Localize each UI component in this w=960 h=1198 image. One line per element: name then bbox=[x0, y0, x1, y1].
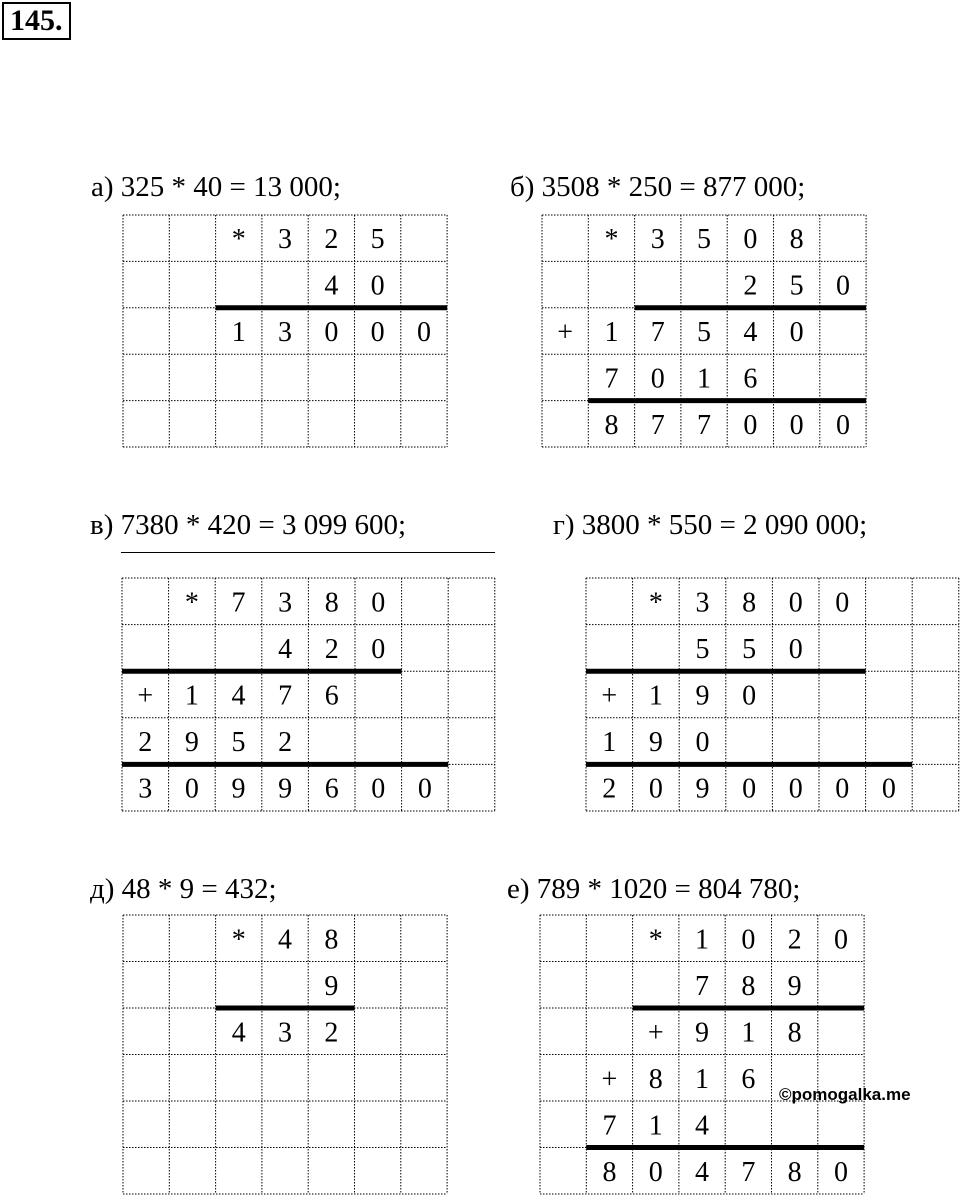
digit-cell: 3 bbox=[650, 224, 665, 256]
multiply-sign: * bbox=[184, 587, 199, 619]
digit-cell: 1 bbox=[184, 680, 199, 712]
digit-cell: 1 bbox=[695, 924, 710, 956]
digit-cell: 2 bbox=[743, 270, 758, 302]
digit-cell: 0 bbox=[789, 317, 804, 348]
digit-cell: 0 bbox=[695, 727, 710, 759]
multiply-sign: * bbox=[231, 924, 246, 956]
digit-cell: 0 bbox=[417, 773, 432, 805]
digit-cell: 4 bbox=[231, 1017, 246, 1049]
digit-cell: 1 bbox=[602, 727, 617, 759]
digit-cell: 5 bbox=[231, 727, 246, 759]
digit-cell: 9 bbox=[695, 1017, 710, 1049]
digit-cell: 7 bbox=[697, 409, 712, 441]
digit-cell: 1 bbox=[231, 317, 246, 348]
digit-cell: 5 bbox=[789, 270, 804, 302]
digit-cell: 0 bbox=[371, 587, 386, 619]
digit-cell: 3 bbox=[278, 224, 293, 256]
grid-g bbox=[586, 578, 959, 811]
digit-cell: 9 bbox=[695, 773, 710, 805]
plus-sign: + bbox=[137, 680, 154, 712]
grid-b bbox=[542, 215, 866, 447]
digit-cell: 2 bbox=[278, 727, 293, 759]
digit-cell: 8 bbox=[789, 224, 804, 256]
digit-cell: 0 bbox=[833, 924, 848, 956]
grid-a bbox=[123, 215, 447, 447]
watermark: ©pomogalka.me bbox=[779, 1085, 911, 1104]
digit-cell: 8 bbox=[324, 587, 339, 619]
digit-cell: 1 bbox=[697, 363, 712, 395]
digit-cell: 6 bbox=[324, 680, 339, 712]
digit-cell: 8 bbox=[787, 1156, 802, 1188]
digit-cell: 9 bbox=[648, 727, 663, 759]
multiply-sign: * bbox=[604, 224, 619, 256]
digit-cell: 4 bbox=[278, 924, 293, 956]
digit-cell: 0 bbox=[742, 680, 757, 712]
digit-cell: 0 bbox=[835, 409, 850, 441]
equation-d: д) 48 * 9 = 432; bbox=[90, 873, 277, 905]
digit-cell: 8 bbox=[324, 924, 339, 956]
digit-cell: 8 bbox=[742, 587, 757, 619]
digit-cell: 4 bbox=[743, 317, 758, 348]
digit-cell: 0 bbox=[789, 409, 804, 441]
digit-cell: 6 bbox=[743, 363, 758, 395]
digit-cell: 8 bbox=[602, 1156, 617, 1188]
equation-a: а) 325 * 40 = 13 000; bbox=[91, 171, 341, 203]
digit-cell: 5 bbox=[695, 633, 710, 665]
digit-cell: 1 bbox=[648, 1110, 663, 1142]
digit-cell: 1 bbox=[695, 1063, 710, 1095]
digit-cell: 3 bbox=[278, 317, 293, 348]
digit-cell: 5 bbox=[697, 224, 712, 256]
digit-cell: 8 bbox=[787, 1017, 802, 1049]
equation-g: г) 3800 * 550 = 2 090 000; bbox=[553, 509, 868, 541]
digit-cell: 3 bbox=[278, 587, 293, 619]
digit-cell: 1 bbox=[648, 680, 663, 712]
digit-cell: 7 bbox=[231, 587, 246, 619]
digit-cell: 0 bbox=[371, 633, 386, 665]
digit-cell: 0 bbox=[371, 773, 386, 805]
digit-cell: 0 bbox=[648, 773, 663, 805]
digit-cell: 7 bbox=[741, 1156, 756, 1188]
digit-cell: 0 bbox=[370, 270, 385, 302]
digit-cell: 0 bbox=[742, 773, 757, 805]
digit-cell: 1 bbox=[741, 1017, 756, 1049]
digit-cell: 0 bbox=[370, 317, 385, 348]
grid-d bbox=[123, 915, 447, 1194]
digit-cell: 0 bbox=[650, 363, 665, 395]
digit-cell: 3 bbox=[278, 1017, 293, 1049]
digit-cell: 4 bbox=[278, 633, 293, 665]
grid-e bbox=[540, 915, 864, 1194]
digit-cell: 0 bbox=[184, 773, 199, 805]
multiply-sign: * bbox=[231, 224, 246, 256]
digit-cell: 2 bbox=[787, 924, 802, 956]
digit-cell: 7 bbox=[650, 409, 665, 441]
plus-sign: + bbox=[601, 1063, 618, 1095]
digit-cell: 7 bbox=[695, 970, 710, 1002]
digit-cell: 5 bbox=[697, 317, 712, 348]
digit-cell: 9 bbox=[278, 773, 293, 805]
digit-cell: 7 bbox=[602, 1110, 617, 1142]
equation-e: е) 789 * 1020 = 804 780; bbox=[507, 873, 801, 905]
digit-cell: 2 bbox=[324, 224, 339, 256]
digit-cell: 6 bbox=[324, 773, 339, 805]
digit-cell: 0 bbox=[835, 270, 850, 302]
digit-cell: 9 bbox=[787, 970, 802, 1002]
digit-cell: 0 bbox=[741, 924, 756, 956]
digit-cell: 4 bbox=[695, 1156, 710, 1188]
grid-v bbox=[122, 578, 495, 811]
digit-cell: 8 bbox=[741, 970, 756, 1002]
multiply-sign: * bbox=[648, 924, 663, 956]
digit-cell: 0 bbox=[835, 773, 850, 805]
multiply-sign: * bbox=[648, 587, 663, 619]
digit-cell: 0 bbox=[743, 224, 758, 256]
digit-cell: 7 bbox=[650, 317, 665, 348]
digit-cell: 3 bbox=[138, 773, 153, 805]
digit-cell: 5 bbox=[742, 633, 757, 665]
digit-cell: 4 bbox=[695, 1110, 710, 1142]
task-number: 145. bbox=[2, 2, 71, 40]
plus-sign: + bbox=[557, 317, 574, 348]
equation-v: в) 7380 * 420 = 3 099 600; bbox=[90, 509, 407, 541]
digit-cell: 0 bbox=[648, 1156, 663, 1188]
digit-cell: 4 bbox=[324, 270, 339, 302]
digit-cell: 6 bbox=[741, 1063, 756, 1095]
digit-cell: 0 bbox=[881, 773, 896, 805]
digit-cell: 0 bbox=[416, 317, 431, 348]
digit-cell: 2 bbox=[138, 727, 153, 759]
digit-cell: 8 bbox=[648, 1063, 663, 1095]
digit-cell: 2 bbox=[602, 773, 617, 805]
digit-cell: 0 bbox=[833, 1156, 848, 1188]
digit-cell: 9 bbox=[184, 727, 199, 759]
digit-cell: 0 bbox=[788, 587, 803, 619]
digit-cell: 0 bbox=[324, 317, 339, 348]
digit-cell: 1 bbox=[604, 317, 619, 348]
digit-cell: 7 bbox=[604, 363, 619, 395]
digit-cell: 0 bbox=[743, 409, 758, 441]
digit-cell: 2 bbox=[324, 1017, 339, 1049]
plus-sign: + bbox=[601, 680, 618, 712]
digit-cell: 7 bbox=[278, 680, 293, 712]
digit-cell: 0 bbox=[835, 587, 850, 619]
digit-cell: 8 bbox=[604, 409, 619, 441]
equation-b: б) 3508 * 250 = 877 000; bbox=[510, 171, 806, 203]
digit-cell: 4 bbox=[231, 680, 246, 712]
digit-cell: 9 bbox=[324, 970, 339, 1002]
digit-cell: 2 bbox=[324, 633, 339, 665]
digit-cell: 5 bbox=[370, 224, 385, 256]
plus-sign: + bbox=[647, 1017, 664, 1049]
digit-cell: 3 bbox=[695, 587, 710, 619]
digit-cell: 0 bbox=[788, 773, 803, 805]
digit-cell: 9 bbox=[695, 680, 710, 712]
digit-cell: 9 bbox=[231, 773, 246, 805]
digit-cell: 0 bbox=[788, 633, 803, 665]
